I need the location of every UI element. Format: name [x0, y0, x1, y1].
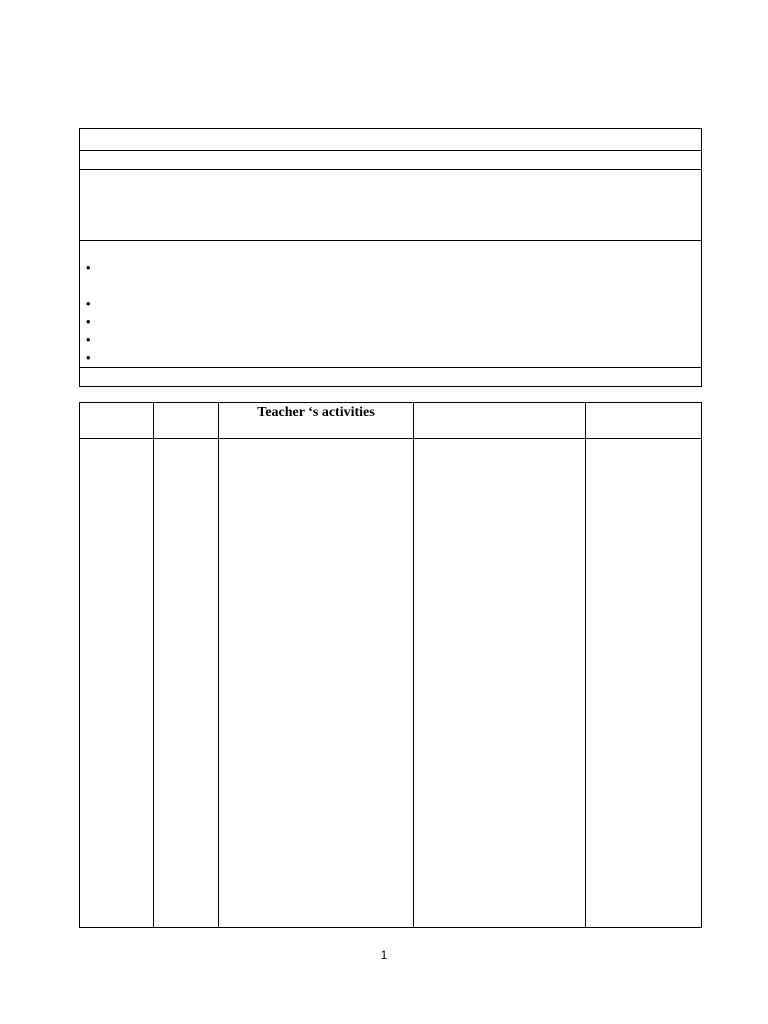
teacher-activities-header: Teacher ‘s activities: [257, 405, 375, 420]
header-divider: [80, 438, 701, 439]
bullet-icon: •: [86, 350, 91, 365]
column-divider: [218, 403, 219, 927]
bullet-icon: •: [86, 260, 91, 275]
bullet-icon: •: [86, 314, 91, 329]
table-header-cell-2: [154, 403, 218, 438]
column-divider: [153, 403, 154, 927]
info-row-2: [80, 151, 701, 170]
bullet-icon: •: [86, 332, 91, 347]
info-row-3: [80, 170, 701, 241]
objectives-list: [80, 241, 701, 368]
info-row-5: [80, 368, 701, 387]
lesson-activities-table: [79, 402, 702, 928]
column-divider: [413, 403, 414, 927]
page-number: 1: [380, 948, 388, 962]
column-divider: [585, 403, 586, 927]
info-row-1: [80, 129, 701, 151]
table-header-cell-4: [414, 403, 585, 438]
table-header-cell-5: [586, 403, 701, 438]
table-header-cell-1: [80, 403, 153, 438]
bullet-icon: •: [86, 296, 91, 311]
lesson-info-box: [79, 128, 702, 387]
